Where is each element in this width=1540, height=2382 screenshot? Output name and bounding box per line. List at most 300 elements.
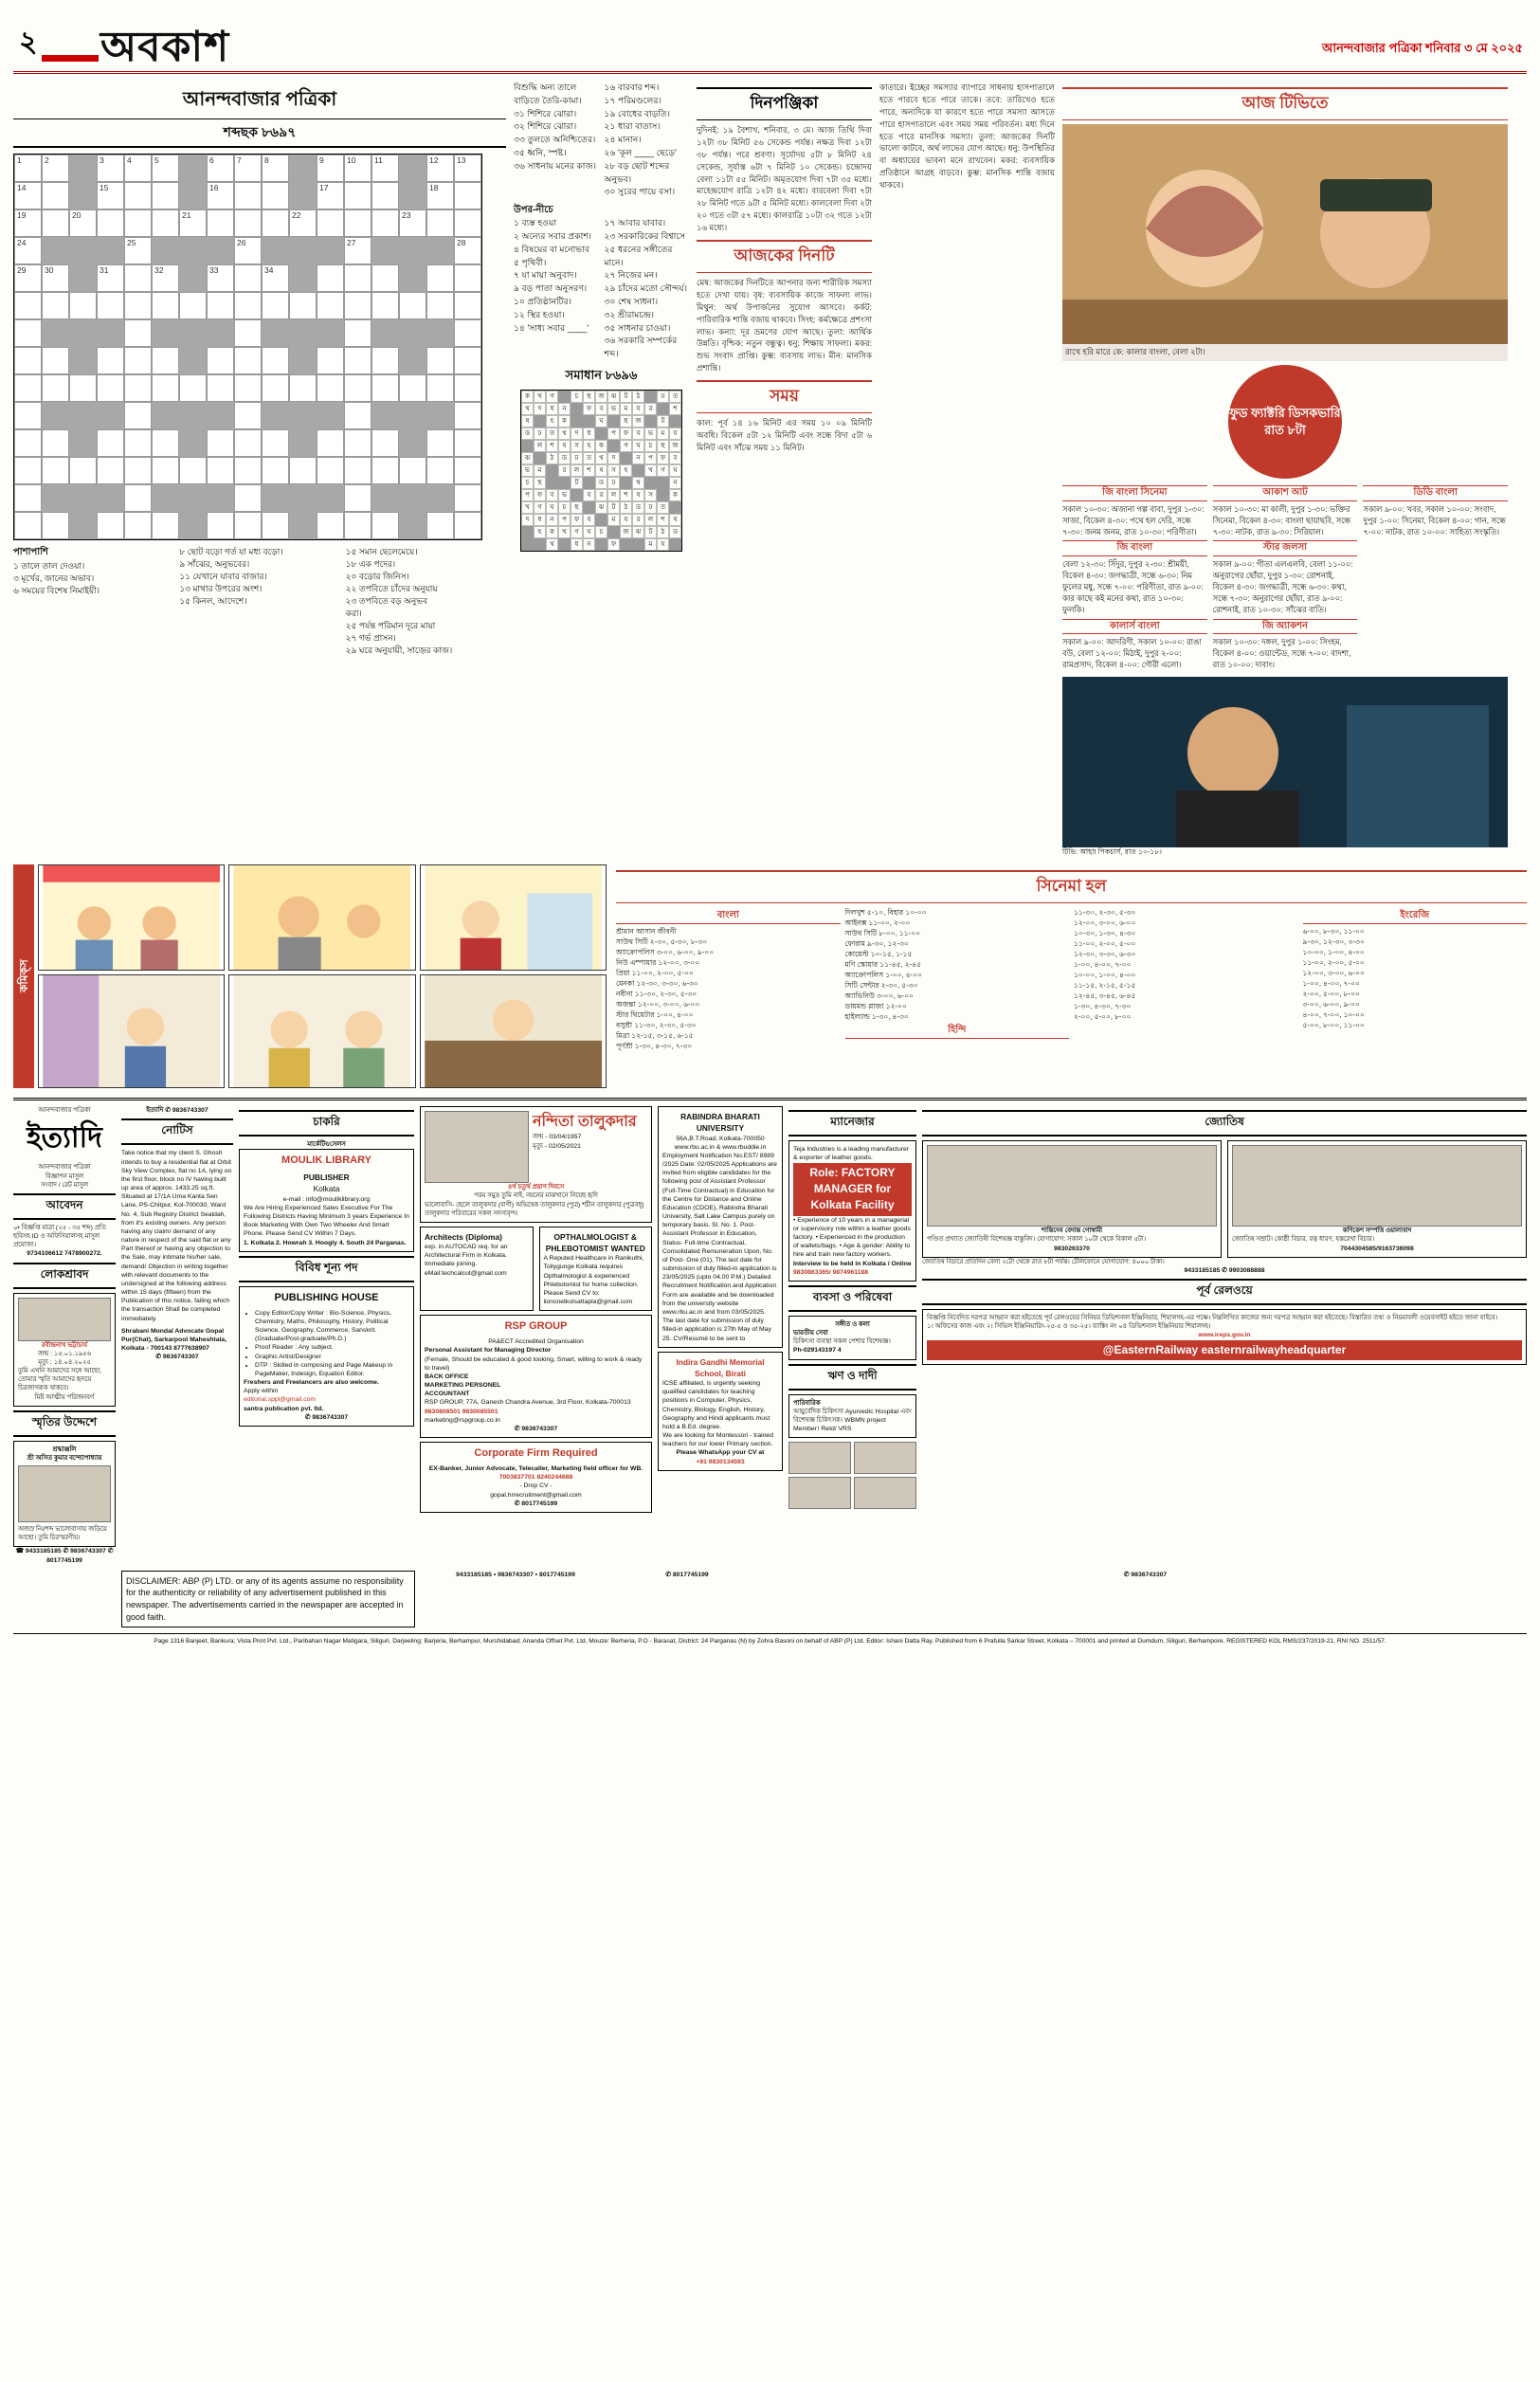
crossword-cell[interactable] — [14, 319, 42, 347]
solution-cell: দ — [571, 427, 583, 440]
crossword-cell[interactable] — [42, 512, 69, 539]
cinema-entry: সাউথ সিটি ৮-০০, ১১-০০ — [844, 929, 921, 938]
crossword-cell[interactable] — [454, 512, 481, 539]
crossword-cell[interactable] — [207, 209, 234, 237]
crossword-cell[interactable] — [454, 402, 481, 429]
crossword-cell[interactable] — [207, 155, 234, 182]
crossword-cell[interactable] — [454, 374, 481, 402]
crossword-cell[interactable] — [69, 457, 97, 484]
solution-cell: য — [632, 403, 644, 415]
solution-cell: জ — [620, 526, 632, 538]
solution-cell: শ — [583, 464, 595, 477]
crossword-cell[interactable] — [426, 155, 454, 182]
crossword-cell[interactable] — [262, 292, 289, 319]
solution-block — [558, 391, 571, 403]
corporate-title: Corporate Firm Required — [474, 1447, 598, 1460]
crossword-cell[interactable] — [344, 209, 371, 237]
cinema-entry: বসুশ্রী ১১-৩০, ২-৩০, ৫-৩০ — [616, 1020, 697, 1029]
clue-item: ২১ ধারা বাতাস। — [604, 121, 661, 132]
crossword-block — [179, 237, 207, 264]
clue-item: ৩৬ সাধনায় মনের কাজ। — [514, 160, 596, 171]
crossword-cell[interactable] — [97, 347, 124, 374]
moulik-email[interactable]: e-mail : info@mouliklibrary.org — [282, 1195, 371, 1203]
crossword-cell[interactable] — [454, 182, 481, 209]
crossword-cell[interactable] — [124, 347, 152, 374]
crossword-cell[interactable] — [262, 155, 289, 182]
solution-cell: ন — [583, 538, 595, 551]
moulik-districts: 1. Kolkata 2. Howrah 3. Hoogly 4. South 24 Parganas. — [244, 1239, 407, 1246]
crossword-cell[interactable] — [14, 457, 42, 484]
crossword-cell[interactable] — [69, 374, 97, 402]
crossword-cell[interactable] — [97, 292, 124, 319]
rail-web[interactable]: www.ireps.gov.in — [1198, 1332, 1251, 1339]
crossword-cell[interactable] — [97, 429, 124, 457]
hospital-box — [788, 1394, 916, 1439]
crossword-cell[interactable] — [234, 319, 262, 347]
solution-cell: ঠ — [620, 501, 632, 514]
crossword-cell[interactable] — [97, 209, 124, 237]
crossword-cell[interactable] — [454, 457, 481, 484]
business-title: ব্যবসা ও পরিষেবা — [788, 1285, 916, 1312]
crossword-cell[interactable] — [14, 402, 42, 429]
crossword-cell[interactable] — [344, 402, 371, 429]
crossword-cell[interactable] — [371, 512, 399, 539]
crossword-cell[interactable] — [426, 512, 454, 539]
solution-block — [595, 514, 607, 526]
crossword-cell[interactable] — [97, 264, 124, 292]
crossword-cell[interactable] — [14, 292, 42, 319]
crossword-cell[interactable] — [317, 374, 344, 402]
solution-cell: ছ — [571, 501, 583, 514]
crossword-cell-number: 27 — [347, 238, 356, 247]
clue-item: ৯ বড় পাতা অনুসরণ। — [514, 283, 588, 294]
crossword-cell[interactable] — [262, 374, 289, 402]
chakri-title: চাকরি — [239, 1110, 414, 1136]
text-column — [879, 82, 1055, 857]
crossword-cell-number: 25 — [127, 238, 136, 247]
crossword-cell[interactable] — [42, 429, 69, 457]
crossword-cell[interactable] — [371, 347, 399, 374]
crossword-cell[interactable] — [124, 319, 152, 347]
crossword-cell[interactable] — [289, 374, 317, 402]
clue-item: ৩৬ সরকারি সম্পর্কের শব্দ। — [604, 336, 678, 359]
crossword-cell[interactable] — [234, 374, 262, 402]
crossword-cell[interactable] — [42, 347, 69, 374]
moulik-ad — [239, 1149, 414, 1251]
crossword-cell[interactable] — [344, 264, 371, 292]
crossword-cell[interactable] — [14, 209, 42, 237]
crossword-cell[interactable] — [344, 512, 371, 539]
cinema-col-3 — [1074, 907, 1298, 1051]
crossword-cell[interactable] — [454, 237, 481, 264]
solution-block — [620, 452, 632, 464]
crossword-cell[interactable] — [317, 429, 344, 457]
crossword-cell[interactable] — [234, 347, 262, 374]
crossword-cell[interactable] — [97, 457, 124, 484]
crossword-cell[interactable] — [426, 264, 454, 292]
crossword-block — [262, 237, 289, 264]
crossword-cell[interactable] — [97, 155, 124, 182]
comic-panel — [420, 864, 607, 971]
crossword-cell[interactable] — [317, 457, 344, 484]
rail-ad — [922, 1309, 1527, 1365]
crossword-cell[interactable] — [344, 319, 371, 347]
crossword-cell[interactable] — [152, 374, 179, 402]
crossword-cell[interactable] — [14, 484, 42, 512]
tv-program-list: সকাল ৯-০০: আদরিণী, সকাল ১০-০০: রাঙা বউ, বেলা ১২-০০: মিঠাই, দুপুর ২-০০: রামপ্রসাদ, বিকেল ৪-০০: গৌরী এলো। — [1062, 637, 1202, 670]
solution-cell: ন — [669, 477, 681, 489]
crossword-cell-number: 3 — [100, 155, 104, 165]
solution-cell: শ — [657, 514, 669, 526]
crossword-block — [179, 264, 207, 292]
crossword-cell[interactable] — [124, 155, 152, 182]
corporate-email[interactable]: gopal.hrrecruitment@gmail.com — [490, 1491, 582, 1499]
solution-cell: ঘ — [583, 526, 595, 538]
solution-cell: ধ — [583, 427, 595, 440]
crossword-cell[interactable] — [179, 292, 207, 319]
crossword-cell[interactable] — [454, 347, 481, 374]
crossword-cell[interactable] — [124, 429, 152, 457]
crossword-cell[interactable] — [42, 292, 69, 319]
crossword-cell[interactable] — [14, 264, 42, 292]
crossword-cell[interactable] — [152, 457, 179, 484]
crossword-cell[interactable] — [234, 402, 262, 429]
crossword-cell[interactable] — [124, 374, 152, 402]
comic-panel — [228, 974, 415, 1088]
crossword-cell[interactable] — [179, 457, 207, 484]
classified-col-notice — [121, 1106, 233, 1565]
crossword-cell[interactable] — [344, 374, 371, 402]
crossword-cell[interactable] — [207, 264, 234, 292]
crossword-cell[interactable] — [42, 155, 69, 182]
solution-cell: য — [583, 489, 595, 501]
publishing-item: • DTP : Skilled in composing and Page Makeup in PageMaker, Indesign, Equation Editor. — [255, 1361, 409, 1378]
crossword-cell[interactable] — [317, 209, 344, 237]
crossword-cell[interactable] — [426, 182, 454, 209]
crossword-block — [371, 484, 399, 512]
cinema-entry: ১-০০, ৪-০০, ৭-০০ — [1074, 960, 1132, 970]
crossword-cell[interactable] — [344, 347, 371, 374]
architects-body: exp. in AUTOCAD req. for an Architectural Firm in Kolkata. Immediate joining. — [425, 1244, 508, 1268]
crossword-cell[interactable] — [426, 292, 454, 319]
solution-block — [571, 415, 583, 427]
solution-cell: ব — [546, 489, 558, 501]
crossword-cell[interactable] — [317, 155, 344, 182]
crossword-cell[interactable] — [426, 457, 454, 484]
crossword-cell[interactable] — [234, 209, 262, 237]
crossword-cell[interactable] — [317, 182, 344, 209]
rsp-role-1: Personal Assistant for Managing Director — [425, 1347, 552, 1355]
crossword-cell[interactable] — [344, 457, 371, 484]
crossword-cell[interactable] — [14, 155, 42, 182]
crossword-cell[interactable] — [124, 402, 152, 429]
crossword-cell[interactable] — [234, 292, 262, 319]
crossword-block — [399, 402, 426, 429]
crossword-cell[interactable] — [207, 182, 234, 209]
crossword-cell[interactable] — [124, 512, 152, 539]
crossword-cell[interactable] — [454, 209, 481, 237]
cinema-entry: ১০-৩০, ১-৩০, ৪-৩০ — [1074, 929, 1136, 938]
tv-channel-name: ডিডি বাংলা — [1363, 485, 1508, 501]
crossword-grid[interactable] — [13, 154, 482, 540]
solution-cell: ধ — [534, 514, 546, 526]
crossword-cell[interactable] — [426, 374, 454, 402]
crossword-cell[interactable] — [207, 429, 234, 457]
crossword-cell[interactable] — [14, 182, 42, 209]
crossword-cell[interactable] — [317, 264, 344, 292]
solution-cell: ব — [583, 514, 595, 526]
crossword-cell[interactable] — [124, 484, 152, 512]
solution-cell: ঢ — [644, 501, 657, 514]
ityadi-contact: ইত্যাদি ✆ 9836743307 — [146, 1107, 208, 1115]
architects-email[interactable]: eMail:techcalcut@gmail.com — [425, 1269, 507, 1277]
crossword-cell[interactable] — [262, 182, 289, 209]
crossword-cell[interactable] — [152, 429, 179, 457]
ophthal-contact[interactable]: Please Send CV to: lionsnetkolsattapla@gmail.com — [543, 1289, 633, 1306]
crossword-cell[interactable] — [262, 429, 289, 457]
crossword-cell[interactable] — [234, 484, 262, 512]
crossword-cell[interactable] — [152, 264, 179, 292]
crossword-cell[interactable] — [262, 512, 289, 539]
cinema-entry: শ্রীমান আসান জীবনী — [616, 926, 677, 936]
crossword-cell[interactable] — [399, 374, 426, 402]
crossword-cell[interactable] — [124, 237, 152, 264]
memorial-card-2 — [13, 1441, 116, 1548]
crossword-cell[interactable] — [454, 264, 481, 292]
cinema-entry: অ্যাক্রোপলিস ৩-০০, ৬-০০, ৯-০০ — [616, 947, 715, 956]
rate-line-2: সংবাদ / রেট মাসুল — [41, 1181, 88, 1189]
crossword-cell[interactable] — [426, 429, 454, 457]
crossword-cell[interactable] — [14, 347, 42, 374]
crossword-cell[interactable] — [454, 319, 481, 347]
crossword-cell[interactable] — [14, 429, 42, 457]
cinema-entry: সাউথ সিটি ২-৩০, ৫-৩০, ৮-৩০ — [616, 936, 708, 946]
crossword-cell[interactable] — [371, 292, 399, 319]
crossword-cell[interactable] — [454, 429, 481, 457]
solution-cell: ফ — [534, 489, 546, 501]
crossword-cell[interactable] — [454, 155, 481, 182]
memorial2-body: অজস্র নিঃশব্দ ভালোবাসায় জড়িয়ে আছো। তুমি চিরস্মরণীয়। — [18, 1526, 107, 1542]
crossword-cell[interactable] — [179, 209, 207, 237]
product-icon — [854, 1477, 916, 1509]
crossword-cell-number: 10 — [347, 155, 356, 165]
crossword-cell[interactable] — [207, 292, 234, 319]
cinema-entry: ১২-০০, ৩-০০, ৬-০০ — [1302, 968, 1365, 977]
ophthal-body: A Reputed Healthcare in Ranikuthi, Tollygunge Kolkata requires Opthalmologist & experienced Phlebotomist for home collection. — [543, 1255, 644, 1288]
crossword-cell[interactable] — [262, 457, 289, 484]
crossword-cell[interactable] — [234, 155, 262, 182]
crossword-cell[interactable] — [152, 209, 179, 237]
crossword-cell[interactable] — [42, 182, 69, 209]
crossword-cell[interactable] — [207, 512, 234, 539]
notice-body: Take notice that my client S. Ghosh intends to buy a residential flat at Orbit Sky View Complex, flat no 1A, lying on the first floor, block no IV having built up area of approx. 1433.25 sq.ft. Situated at 17/1A Uma Kanta Sen Lane, PS-Chitpur, Kol-700030, Ward No. 4, Sub Registry District Sealdah, from it's existing owners. Any person having any claim/ demand of any nature in respect of the said flat or any Part thereof or having any objection to the Sale, may intimate his/her sale, demand/ Objection in writing together with relevant documents to the undersigned at the following address within 15 days (fifteen) from the Publication of this notice, failing which the transaction Shall be completed immediately. — [121, 1150, 232, 1322]
architects-ad — [420, 1227, 534, 1311]
solution-block — [669, 501, 681, 514]
crossword-cell-number: 28 — [457, 238, 466, 247]
crossword-cell[interactable] — [207, 347, 234, 374]
lokosrobad-title: লোকশ্রাবদ — [13, 1263, 116, 1289]
notice-phone: ✆ 9836743307 — [155, 1354, 199, 1361]
clues-extra-2 — [605, 82, 690, 199]
crossword-cell[interactable] — [14, 237, 42, 264]
crossword-cell[interactable] — [124, 264, 152, 292]
crossword-block — [42, 484, 69, 512]
crossword-cell[interactable] — [207, 374, 234, 402]
crossword-cell[interactable] — [234, 512, 262, 539]
clue-item: ২৫ পর্যন্ত পরিমান দূরে মায়া — [345, 621, 436, 631]
solution-cell: ষ — [632, 489, 644, 501]
crossword-cell[interactable] — [289, 209, 317, 237]
crossword-cell[interactable] — [317, 292, 344, 319]
cinema-entry: ১১-১৫, ২-১৫, ৫-১৫ — [1074, 981, 1136, 991]
jyotish-title: জ্যোতিষ — [922, 1110, 1527, 1136]
crossword-cell[interactable] — [234, 182, 262, 209]
crossword-cell[interactable] — [371, 429, 399, 457]
crossword-cell[interactable] — [344, 182, 371, 209]
clue-item: ৪ বিষয়ের বা মনোভাব — [514, 244, 589, 254]
memorial2-photo — [18, 1465, 111, 1522]
crossword-cell[interactable] — [344, 484, 371, 512]
crossword-cell[interactable] — [262, 264, 289, 292]
crossword-block — [289, 402, 317, 429]
notice-title: নোটিস — [121, 1118, 233, 1145]
crossword-cell[interactable] — [262, 209, 289, 237]
crossword-cell[interactable] — [152, 347, 179, 374]
disclaimer-row — [13, 1571, 1527, 1627]
crossword-cell[interactable] — [14, 374, 42, 402]
solution-cell: র — [644, 403, 657, 415]
moulik-name: MOULIK LIBRARY — [281, 1155, 371, 1167]
solution-cell: ঠ — [632, 391, 644, 403]
crossword-cell[interactable] — [97, 374, 124, 402]
crossword-cell[interactable] — [69, 292, 97, 319]
classified-section — [13, 1098, 1527, 1646]
crossword-cell[interactable] — [152, 155, 179, 182]
clue-item: ১০ প্রতিষ্ঠানটির। — [514, 296, 571, 306]
solution-block — [546, 477, 558, 489]
crossword-cell[interactable] — [371, 264, 399, 292]
comic-art — [421, 865, 606, 970]
clue-item: ৭ যা মায়া অনুবাদ। — [514, 270, 577, 281]
crossword-cell[interactable] — [42, 209, 69, 237]
crossword-block — [179, 512, 207, 539]
crossword-cell[interactable] — [14, 512, 42, 539]
imprint-line-2: Published from 6 Prafulla Sarkar Street, Kolkata – 700001 and printed at Dumdum, Siliguri, Berhampore. — [935, 1638, 1225, 1646]
solution-cell: ঢ — [571, 452, 583, 464]
solution-cell: ক — [521, 391, 534, 403]
solution-cell: ঝ — [607, 391, 620, 403]
solution-cell: স — [644, 489, 657, 501]
crossword-cell[interactable] — [289, 292, 317, 319]
publishing-email[interactable]: editorial.sppl@gmail.com — [244, 1396, 317, 1404]
crossword-cell[interactable] — [344, 292, 371, 319]
crossword-cell[interactable] — [124, 292, 152, 319]
crossword-cell[interactable] — [344, 155, 371, 182]
crossword-cell[interactable] — [344, 429, 371, 457]
clue-item: ২৮ বড় ছোট শব্দের অনুভব। — [604, 160, 670, 184]
crossword-cell[interactable] — [454, 292, 481, 319]
crossword-cell[interactable] — [234, 429, 262, 457]
rsp-sub: PA&ECT Accredited Organisation — [488, 1338, 584, 1346]
crossword-cell[interactable] — [152, 292, 179, 319]
crossword-cell[interactable] — [317, 347, 344, 374]
crossword-cell[interactable] — [152, 182, 179, 209]
crossword-cell[interactable] — [207, 457, 234, 484]
crossword-cell[interactable] — [234, 264, 262, 292]
crossword-block — [426, 402, 454, 429]
crossword-cell[interactable] — [399, 457, 426, 484]
crossword-cell[interactable] — [317, 512, 344, 539]
crossword-cell[interactable] — [344, 237, 371, 264]
crossword-cell[interactable] — [69, 209, 97, 237]
crossword-cell[interactable] — [399, 292, 426, 319]
crossword-cell[interactable] — [426, 209, 454, 237]
crossword-cell[interactable] — [179, 374, 207, 402]
crossword-block — [69, 484, 97, 512]
crossword-cell[interactable] — [152, 512, 179, 539]
crossword-cell[interactable] — [262, 347, 289, 374]
corporate-phone: 7003837701 8240244688 — [498, 1474, 573, 1482]
crossword-cell[interactable] — [124, 209, 152, 237]
solution-cell: ত — [657, 501, 669, 514]
rsp-email[interactable]: marketing@rspgroup.co.in — [425, 1416, 500, 1424]
clue-item: ৯ সাঁঝের, অনুভবের। — [179, 559, 250, 570]
rbu-web[interactable]: www.rbu.ac.in & www.rbuddie.in — [674, 1143, 767, 1151]
crossword-cell[interactable] — [234, 237, 262, 264]
product-icon — [788, 1442, 851, 1474]
crossword-cell[interactable] — [371, 457, 399, 484]
clue-item: ২ অন্যের সবার প্রকাশ। — [514, 230, 592, 241]
classified-col-jyotish — [922, 1106, 1527, 1565]
cinema-lang-english: ইংরেজি — [1303, 909, 1528, 924]
cinema-lang-bengali: বাংলা — [616, 909, 841, 924]
crossword-cell[interactable] — [97, 182, 124, 209]
crossword-cell[interactable] — [42, 374, 69, 402]
clue-item: ৫ পৃথিবী। — [514, 257, 547, 267]
tv-photo-movie — [1062, 677, 1508, 847]
crossword-cell[interactable] — [97, 512, 124, 539]
publishing-item: • Graphic Artist/Designer — [255, 1353, 409, 1361]
crossword-cell[interactable] — [399, 209, 426, 237]
corporate-body: EX-Banker, Junior Advocate, Telecaller, Marketing field officer for WB. — [428, 1465, 643, 1473]
crossword-cell[interactable] — [371, 182, 399, 209]
cinema-entry: মেনকা ১২-৩০, ৩-৩০, ৬-৩০ — [616, 978, 698, 988]
solution-cell: র — [595, 489, 607, 501]
cinema-entry: ৩-০০, ৬-০০, ৯-০০ — [1302, 999, 1360, 1009]
clue-item: ২৫ ধরনের সঙ্গীতের মানে। — [604, 244, 673, 267]
solution-cell: য — [657, 538, 669, 551]
crossword-cell[interactable] — [42, 457, 69, 484]
crossword-cell[interactable] — [42, 264, 69, 292]
solution-cell: গ — [657, 464, 669, 477]
crossword-cell[interactable] — [124, 182, 152, 209]
classified-col-university — [658, 1106, 783, 1565]
crossword-cell[interactable] — [454, 484, 481, 512]
tv-channel-name: স্টার জলসা — [1213, 540, 1358, 556]
music-box — [788, 1316, 916, 1360]
crossword-cell[interactable] — [234, 457, 262, 484]
crossword-cell[interactable] — [371, 374, 399, 402]
teja-ad — [788, 1140, 916, 1282]
crossword-cell[interactable] — [371, 155, 399, 182]
crossword-cell[interactable] — [426, 347, 454, 374]
crossword-cell[interactable] — [124, 457, 152, 484]
publishing-brand: santra publication pvt. ltd. — [244, 1405, 324, 1412]
crossword-cell[interactable] — [371, 209, 399, 237]
crossword-cell[interactable] — [289, 457, 317, 484]
crossword-block — [179, 429, 207, 457]
clue-item: ২৯ চাঁদের মতো সৌন্দর্য। — [604, 283, 688, 294]
